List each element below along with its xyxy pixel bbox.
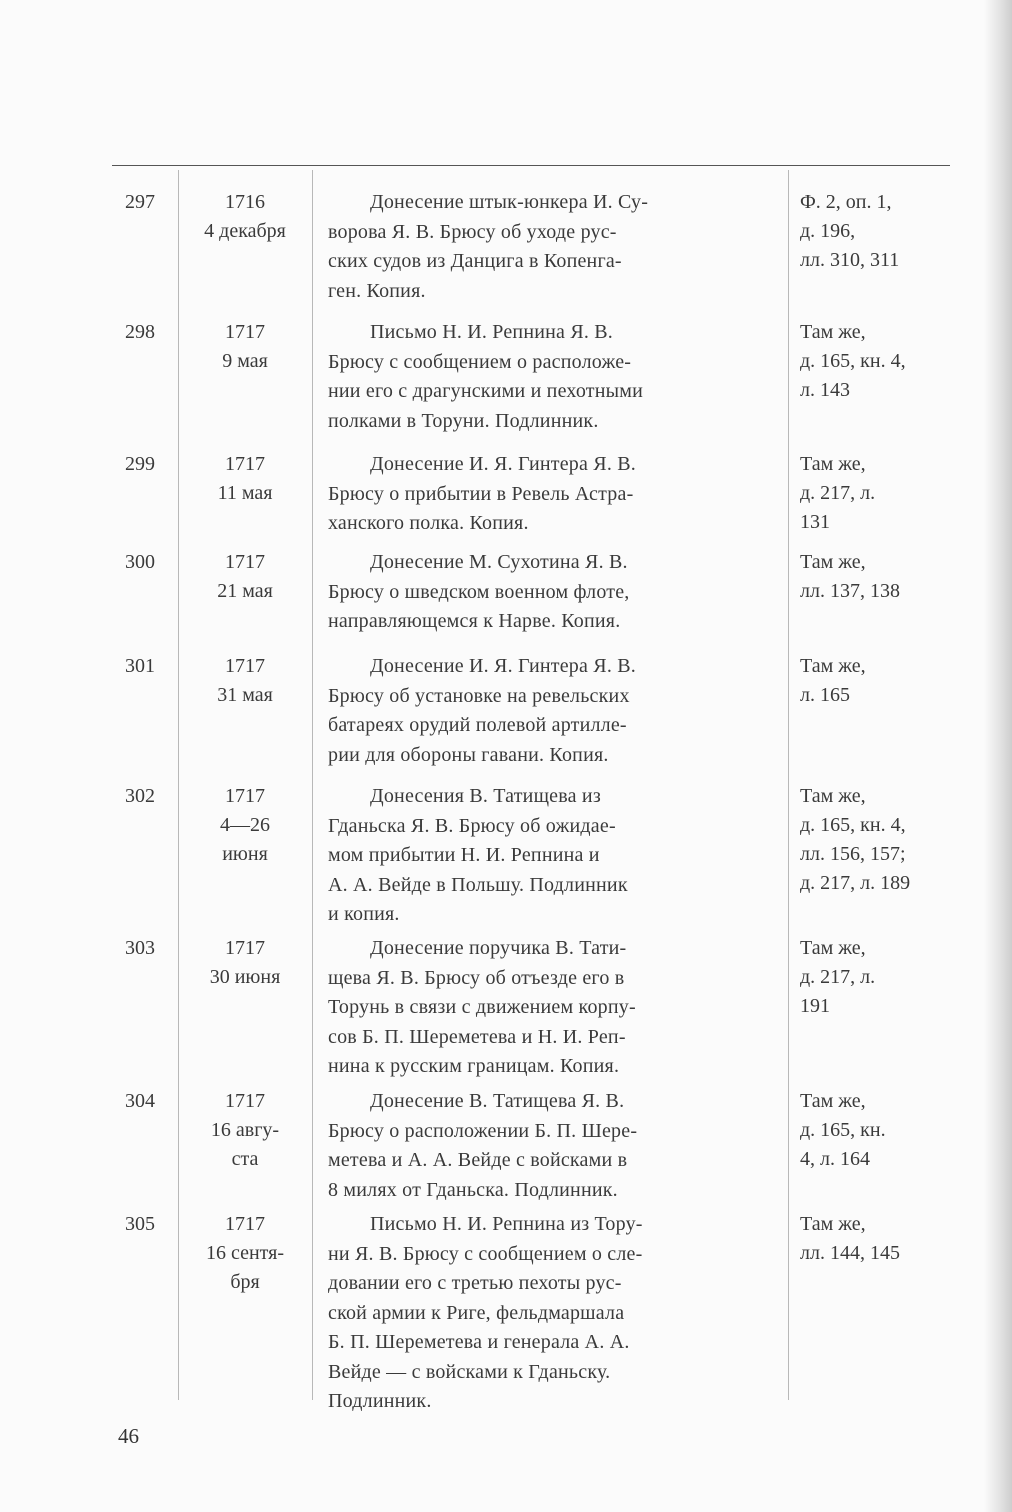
entry-date-line: 1717 [225,1213,265,1235]
column-divider-2 [312,170,313,1400]
entry-date-line: 1716 [225,191,265,213]
entry-date-line: 1717 [225,1090,265,1112]
entry-date-line: июня [222,843,268,865]
entry-number: 300 [125,551,155,573]
entry-date-line: 1717 [225,453,265,475]
entry-date [180,1087,310,1174]
column-divider-3 [788,170,789,1400]
entry-date [180,450,310,508]
entry-description: Письмо Н. И. Репнина Я. В. Брюсу с сообщением о расположе- нии его с драгунскими и пехотными полками в Торуни. Подлинник. [328,321,644,432]
entry-description: Донесение И. Я. Гинтера Я. В. Брюсу об установке на ревельских батареях орудий полевой артилле- рии для обороны гавани. Копия. [328,655,636,766]
entry-date-line: 1717 [225,937,265,959]
entry-date-line: ста [231,1148,259,1170]
entry-date-line: 1717 [225,551,265,573]
entry-date [180,188,310,246]
entry-date [180,652,310,710]
entry-description: Донесение В. Татищева Я. В. Брюсу о расположении Б. П. Шере- метева и А. А. Вейде с войсками в 8 милях от Гданьска. Подлинник. [328,1090,638,1201]
entry-date-line: 1717 [225,785,265,807]
entry-archive-reference: Там же, д. 165, кн. 4, л. 164 [800,1090,886,1170]
entry-date-line: 4—26 [220,814,270,836]
entry-description: Донесение поручика В. Тати- щева Я. В. Брюсу об отъезде его в Торунь в связи с движением корпу- сов Б. П. Шереметева и Н. И. Реп- нина к русским границам. Копия. [328,937,636,1077]
entry-number: 304 [125,1090,155,1112]
entry-description: Донесение штык-юнкера И. Су- ворова Я. В. Брюсу об уходе рус- ских судов из Данцига в Копенга- ген. Копия. [328,191,649,302]
entry-date-line: 21 мая [217,580,273,602]
entry-date [180,782,310,869]
entry-number: 303 [125,937,155,959]
entry-date [180,548,310,606]
entry-number: 301 [125,655,155,677]
page-edge-shadow [984,0,1012,1512]
entry-date-line: 16 авгу- [210,1119,280,1141]
entry-description: Донесения В. Татищева из Гданьска Я. В. Брюсу об ожидае- мом прибытии Н. И. Репнина и А. А. Вейде в Польшу. Подлинник и копия. [328,785,628,925]
entry-archive-reference: Ф. 2, оп. 1, д. 196, лл. 310, 311 [800,191,900,271]
entry-number: 298 [125,321,155,343]
entry-date-line: 30 июня [209,966,281,988]
entry-date-line: 16 сентя- [205,1242,285,1264]
entry-archive-reference: Там же, л. 165 [800,655,866,706]
entry-date [180,1210,310,1297]
entry-date-line: 11 мая [217,482,273,504]
entry-archive-reference: Там же, д. 217, л. 131 [800,453,876,533]
entry-archive-reference: Там же, д. 165, кн. 4, л. 143 [800,321,906,401]
entry-number: 299 [125,453,155,475]
entry-archive-reference: Там же, лл. 137, 138 [800,551,900,602]
entry-date-line: 31 мая [217,684,273,706]
page-number: 46 [118,1424,139,1448]
entry-date-line: 1717 [225,321,265,343]
table-top-rule [112,165,950,166]
entry-number: 305 [125,1213,155,1235]
entry-archive-reference: Там же, д. 217, л. 191 [800,937,876,1017]
entry-description: Донесение М. Сухотина Я. В. Брюсу о шведском военном флоте, направляющемся к Нарве. Копия. [328,551,630,632]
entry-description: Письмо Н. И. Репнина из Тору- ни Я. В. Брюсу с сообщением о сле- довании его с третью пехоты рус- ской армии к Риге, фельдмаршала Б. П. Шереметева и генерала А. А. Вейде — с войсками к Гданьску. Подлинник. [328,1213,643,1412]
entry-date-line: 4 декабря [204,220,286,242]
entry-date-line: 9 мая [222,350,268,372]
entry-number: 302 [125,785,155,807]
entry-description: Донесение И. Я. Гинтера Я. В. Брюсу о прибытии в Ревель Астра- ханского полка. Копия. [328,453,636,534]
entry-date-line: бря [230,1271,260,1293]
entry-archive-reference: Там же, лл. 144, 145 [800,1213,900,1264]
entry-archive-reference: Там же, д. 165, кн. 4, лл. 156, 157; д. 217, л. 189 [800,785,911,894]
entry-number: 297 [125,191,155,213]
entry-date [180,934,310,992]
entry-date-line: 1717 [225,655,265,677]
entry-date [180,318,310,376]
